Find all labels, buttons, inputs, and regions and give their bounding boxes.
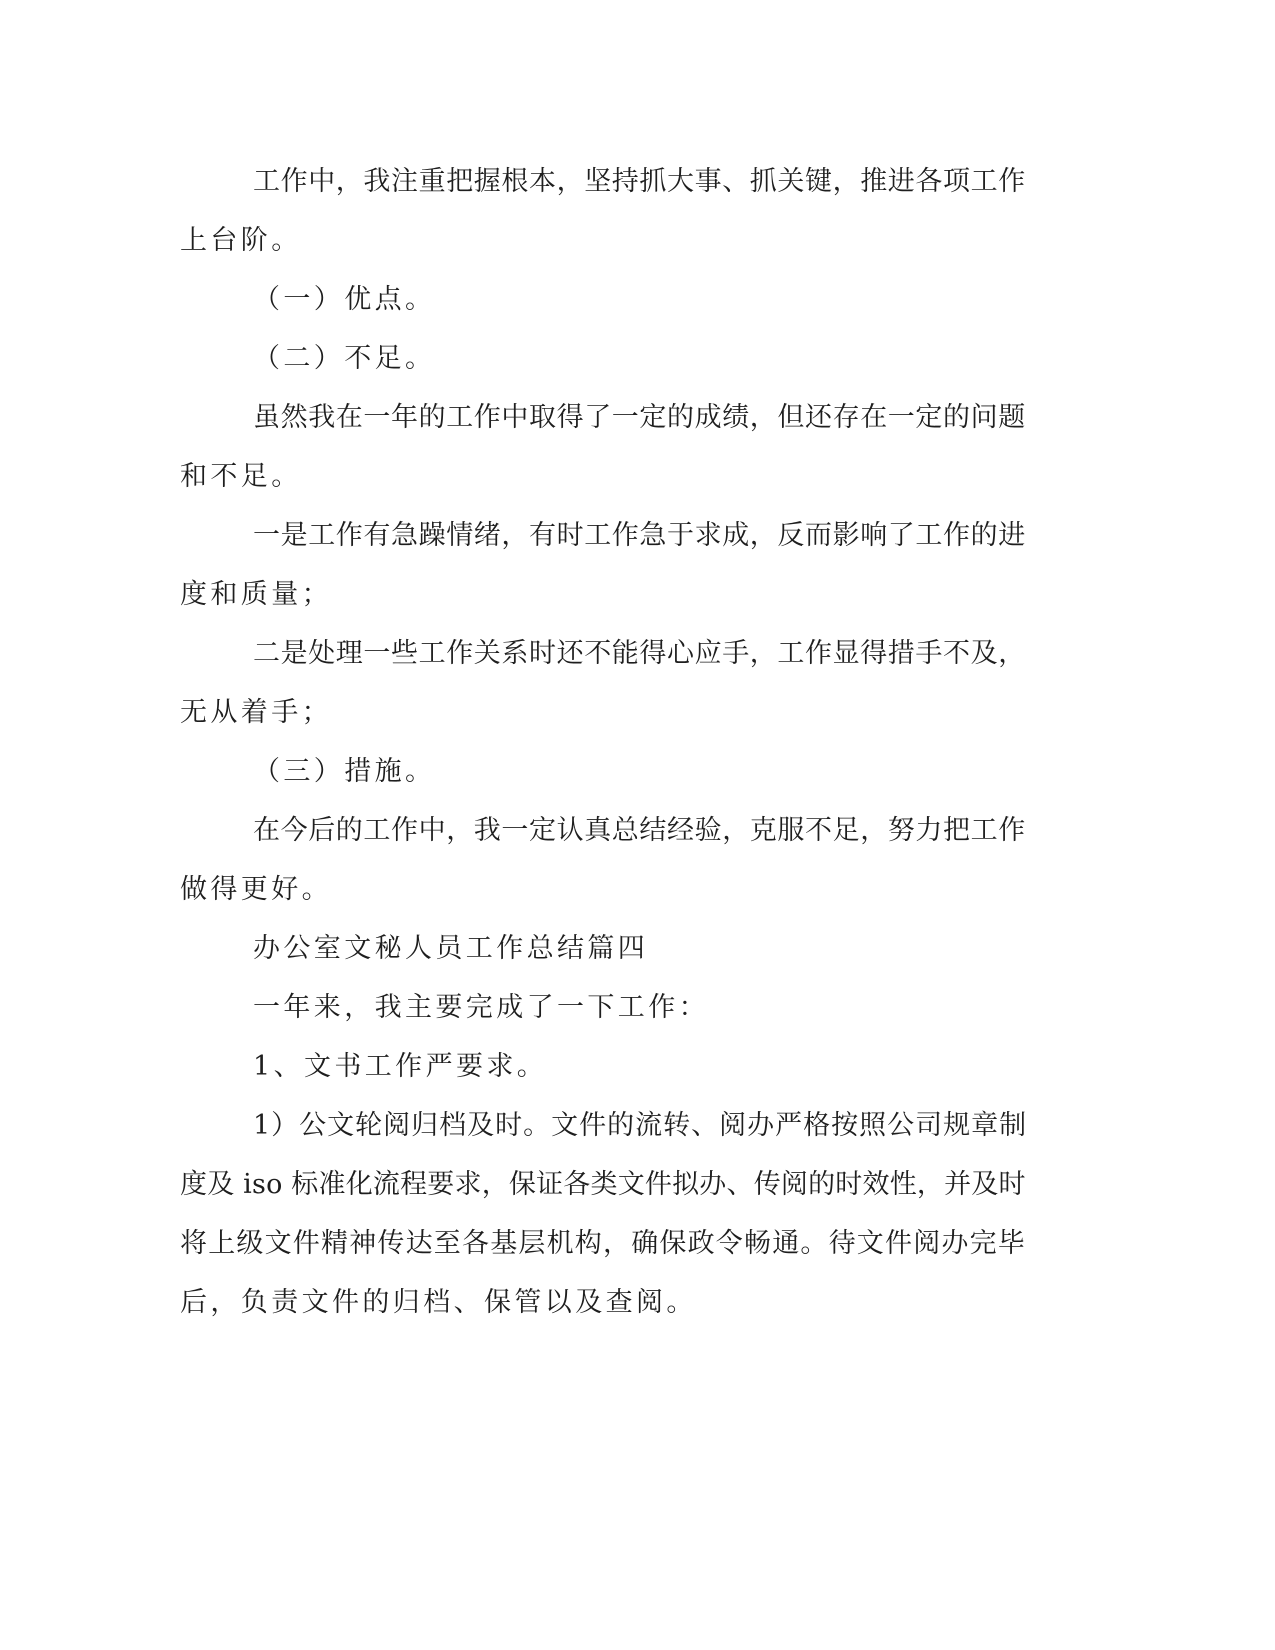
section-heading: （二）不足。 — [253, 343, 436, 374]
section-heading: 1、文书工作严要求。 — [253, 1051, 548, 1082]
text-line: 虽然我在一年的工作中取得了一定的成绩，但还存在一定的问题 — [253, 402, 1026, 433]
text-line: 度及 iso 标准化流程要求，保证各类文件拟办、传阅的时效性，并及时 — [180, 1169, 1026, 1200]
text-line: 1）公文轮阅归档及时。文件的流转、阅办严格按照公司规章制 — [253, 1110, 1028, 1141]
text-line: 一年来，我主要完成了一下工作： — [253, 992, 709, 1023]
text-line: 在今后的工作中，我一定认真总结经验，克服不足，努力把工作 — [253, 815, 1026, 846]
text-line: 上台阶。 — [180, 225, 302, 256]
text-line: 工作中，我注重把握根本，坚持抓大事、抓关键，推进各项工作 — [253, 166, 1026, 197]
text-line: 做得更好。 — [180, 874, 332, 905]
text-line: 后，负责文件的归档、保管以及查阅。 — [180, 1287, 697, 1318]
text-line: 度和质量； — [180, 579, 332, 610]
text-line: 二是处理一些工作关系时还不能得心应手，工作显得措手不及， — [253, 638, 1026, 669]
text-line: 一是工作有急躁情绪，有时工作急于求成，反而影响了工作的进 — [253, 520, 1026, 551]
section-heading: （三）措施。 — [253, 756, 436, 787]
document-title: 办公室文秘人员工作总结篇四 — [253, 933, 649, 964]
text-line: 和不足。 — [180, 461, 302, 492]
text-line: 将上级文件精神传达至各基层机构，确保政令畅通。待文件阅办完毕 — [180, 1228, 1026, 1259]
section-heading: （一）优点。 — [253, 284, 436, 315]
text-line: 无从着手； — [180, 697, 332, 728]
